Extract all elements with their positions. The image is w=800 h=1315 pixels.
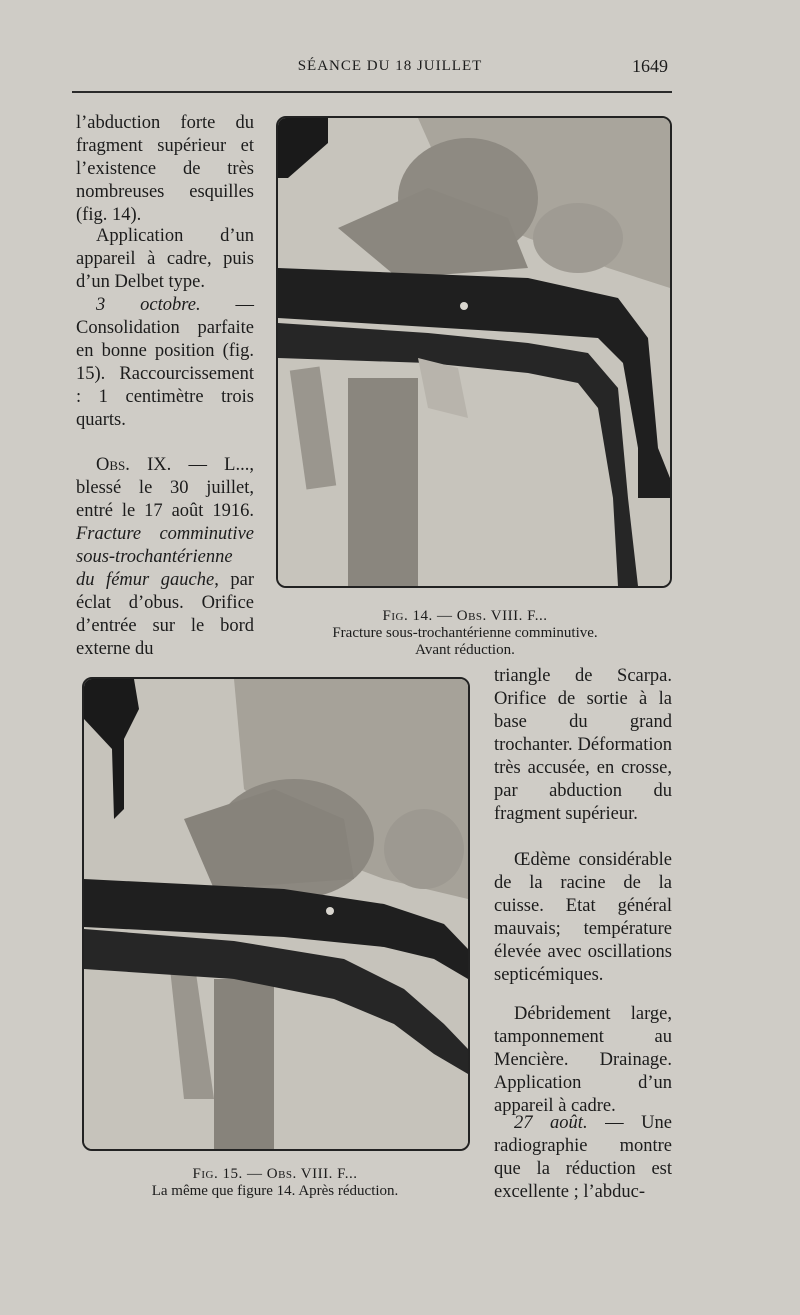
running-head	[0, 52, 800, 82]
paragraph-observation-ix	[76, 454, 254, 661]
header-rule	[72, 91, 672, 93]
paragraph-edema: Œdème considérable de la racine de la cuisse. Etat général mauvais; température élevée avec oscillations septicémiques.	[494, 850, 672, 985]
figure-15-label: Fig. 15. — Obs. VIII. F...	[192, 1166, 358, 1182]
figure-14-caption	[282, 608, 648, 659]
radiography-text: — Une radiographie montre que la réduction est excellente ; l’abduc-	[494, 1113, 673, 1202]
figure-15-title: La même que figure 14. Après réduction.	[151, 1183, 399, 1199]
consolidation-text: — Consolidation parfaite en bonne position (fig. 15). Raccourcissement : 1 centimètre trois quarts.	[76, 295, 255, 430]
observation-label: Obs. IX.	[96, 455, 172, 475]
page-number: 1649	[632, 56, 668, 76]
figure-14-note: Avant réduction.	[415, 642, 515, 658]
radiograph-14-image	[278, 118, 670, 586]
figure-14-title: Fracture sous-trochantérienne comminutive.	[332, 625, 598, 641]
radiograph-15-image	[84, 679, 468, 1149]
figure-15-caption	[90, 1166, 460, 1200]
date-october: 3 octobre.	[96, 295, 201, 315]
running-title: SÉANCE DU 18 JUILLET	[297, 58, 483, 74]
figure-14-label: Fig. 14. — Obs. VIII. F...	[382, 608, 548, 624]
paragraph-debridement: Débridement large, tamponnement au Mencière. Drainage. Application d’un appareil à cadre.	[494, 1004, 672, 1116]
paragraph-fracture-description: l’abduction forte du fragment supérieur et l’existence de très nombreuses esquilles (fig. 14).	[76, 113, 254, 225]
paragraph-application: Application d’un appareil à cadre, puis d’un Delbet type.	[76, 226, 254, 292]
paragraph-radiography	[494, 1112, 672, 1204]
radiograph-figure-14	[276, 116, 672, 588]
paragraph-consolidation	[76, 294, 254, 432]
observation-text-continued: , par éclat d’obus. Orifice d’entrée sur le bord externe du	[76, 570, 254, 659]
radiograph-figure-15	[82, 677, 470, 1151]
observation-text: — L..., blessé le 30 juillet, entré le 17 août 1916.	[76, 455, 254, 521]
paragraph-wound-exit: triangle de Scarpa. Orifice de sortie à la base du grand trochanter. Déformation très accusée, en crosse, par abduction du fragment supérieur.	[494, 666, 672, 824]
date-august: 27 août.	[514, 1113, 588, 1133]
observation-diagnosis: Fracture comminutive sous-trochantérienne du fémur gauche	[76, 524, 254, 590]
